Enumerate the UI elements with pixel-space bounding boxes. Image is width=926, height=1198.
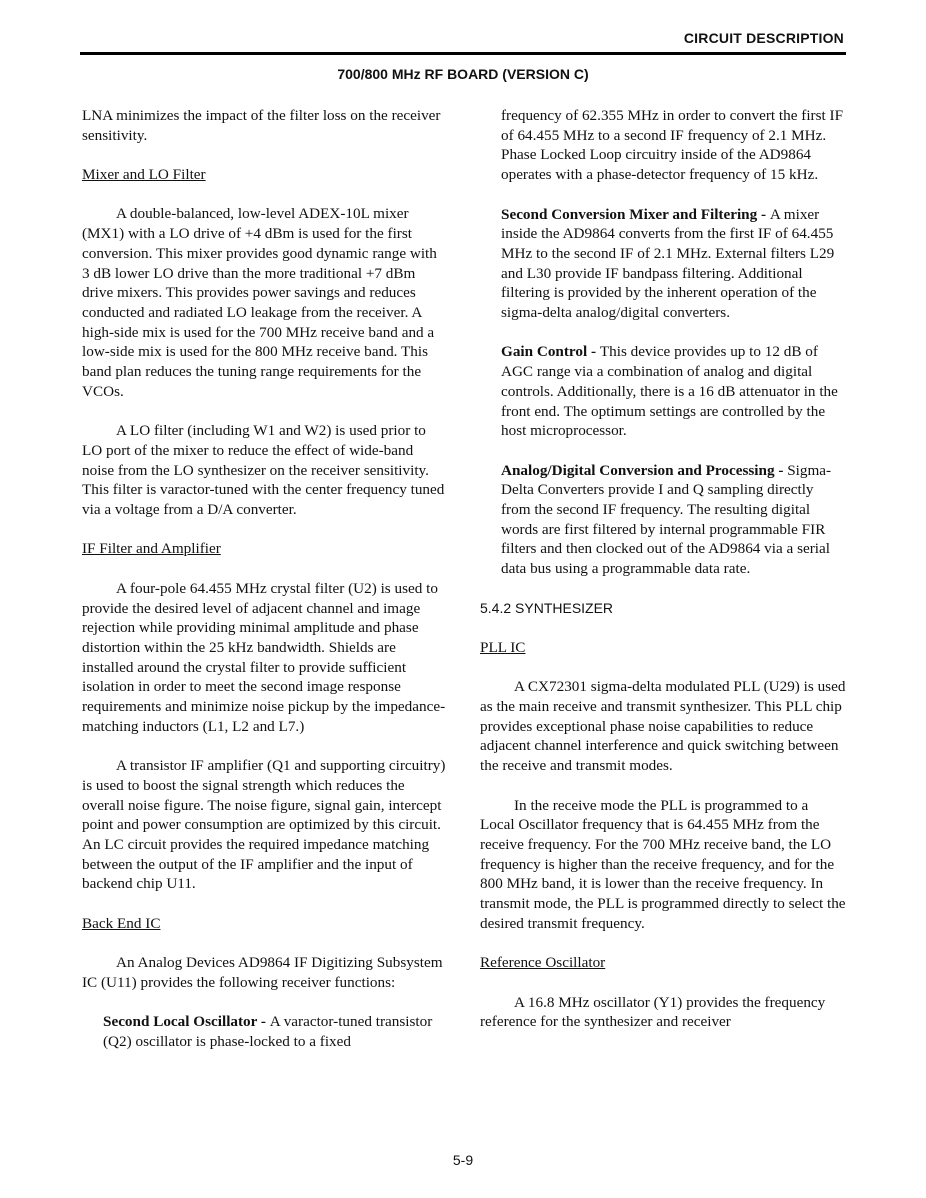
heading-back-end-ic: Back End IC [82,914,161,932]
paragraph-second-conversion [480,205,846,323]
paragraph-back-end: An Analog Devices AD9864 IF Digitizing Subsystem IC (U11) provides the following receiver functions: [82,954,443,991]
paragraph-pll-2: In the receive mode the PLL is programmed to a Local Oscillator frequency that is 64.455 MHz from the receive frequency. For the 700 MHz receive band, the LO frequency is higher than the receive frequency, and for the 800 MHz band, it is lower than the receive frequency. In transmit mode, the PLL is programmed directly to select the desired transmit frequency. [480,796,846,932]
paragraph-if-2: A transistor IF amplifier (Q1 and supporting circuitry) is used to boost the signal strength which reduces the overall noise figure. The noise figure, signal gain, intercept point and power consumption are optimized by this circuit. An LC circuit provides the required impedance matching between the output of the IF amplifier and the input of backend chip U11. [82,757,446,893]
heading-pll-ic: PLL IC [480,638,526,656]
heading-if-filter-amplifier: IF Filter and Amplifier [82,540,221,558]
page-number: 5-9 [452,1152,474,1168]
second-lo-title: Second Local Oscillator - [103,1013,270,1031]
paragraph-reference: A 16.8 MHz oscillator (Y1) provides the frequency reference for the synthesizer and receiver [480,993,826,1031]
paragraph-gain-control [480,342,846,441]
gain-control-text: This device provides up to 12 dB of AGC range via a combination of analog and digital controls. Additionally, there is a 16 dB attenuator in the front end. The optimum settings are controlled by the host microprocessor. [501,343,838,440]
paragraph-second-lo-cont: frequency of 62.355 MHz in order to convert the first IF of 64.455 MHz to a second IF frequency of 2.1 MHz. Phase Locked Loop circuitry inside of the AD9864 operates with a phase-detector frequency of 15 kHz. [501,107,844,184]
section-title: CIRCUIT DESCRIPTION [683,30,844,46]
paragraph-lna: LNA minimizes the impact of the filter loss on the receiver sensitivity. [82,107,441,144]
paragraph-pll-1: A CX72301 sigma-delta modulated PLL (U29) is used as the main receive and transmit synthesizer. This PLL chip provides exceptional phase noise capabilities to reduce adjacent channel interference and quick switching between the receive and transmit modes. [480,678,846,775]
adc-title: Analog/Digital Conversion and Processing - [501,461,788,479]
heading-reference-oscillator: Reference Oscillator [480,954,606,972]
heading-mixer-lo-filter: Mixer and LO Filter [82,166,206,184]
left-column [82,106,448,1071]
second-lo-text: A varactor-tuned transistor (Q2) oscillator is phase-locked to a fixed [103,1013,433,1050]
adc-text: Sigma-Delta Converters provide I and Q sampling directly from the second IF frequency. The resulting digital words are first filtered by internal programmable FIR filters and then clocked out of the AD9864 via a serial data bus using a programmable data rate. [501,461,832,578]
paragraph-mixer-2: A LO filter (including W1 and W2) is used prior to LO port of the mixer to reduce the effect of wide-band noise from the LO synthesizer on the receiver sensitivity. This filter is varactor-tuned with the center frequency tuned via a voltage from a D/A converter. [82,422,445,519]
second-conversion-title: Second Conversion Mixer and Filtering - [501,205,770,223]
right-column [480,106,846,1052]
heading-synthesizer: 5.4.2 SYNTHESIZER [480,599,614,616]
paragraph-if-1: A four-pole 64.455 MHz crystal filter (U2) is used to provide the desired level of adjacent channel and image rejection while providing minimal amplitude and phase distortion within the 25 kHz bandwidth. Shields are installed around the crystal filter to provide sufficient isolation in order to meet the second image response requirements and minimize noise pickup by the impedance-matching inductors (L1, L2 and L7.) [82,579,446,735]
second-conversion-text: A mixer inside the AD9864 converts from the first IF of 64.455 MHz to the second IF of 2.1 MHz. External filters L29 and L30 provide IF bandpass filtering. Additional filtering is provided by the inherent operation of the sigma-delta analog/digital converters. [501,205,835,322]
page-title: 700/800 MHz RF BOARD (VERSION C) [337,66,589,82]
paragraph-second-lo [82,1012,448,1051]
paragraph-mixer-1: A double-balanced, low-level ADEX-10L mixer (MX1) with a LO drive of +4 dBm is used for the first conversion. This mixer provides good dynamic range with 3 dB lower LO drive than the more traditional +7 dBm drive mixers. This provides power savings and reduces conducted and radiated LO leakage from the receiver. A high-side mix is used for the 700 MHz receive band and a low-side mix is used for the 800 MHz receive band. This band plan reduces the tuning range requirements for the VCOs. [82,205,437,400]
gain-control-title: Gain Control - [501,343,600,361]
paragraph-adc [480,461,846,579]
page-header [80,28,846,55]
